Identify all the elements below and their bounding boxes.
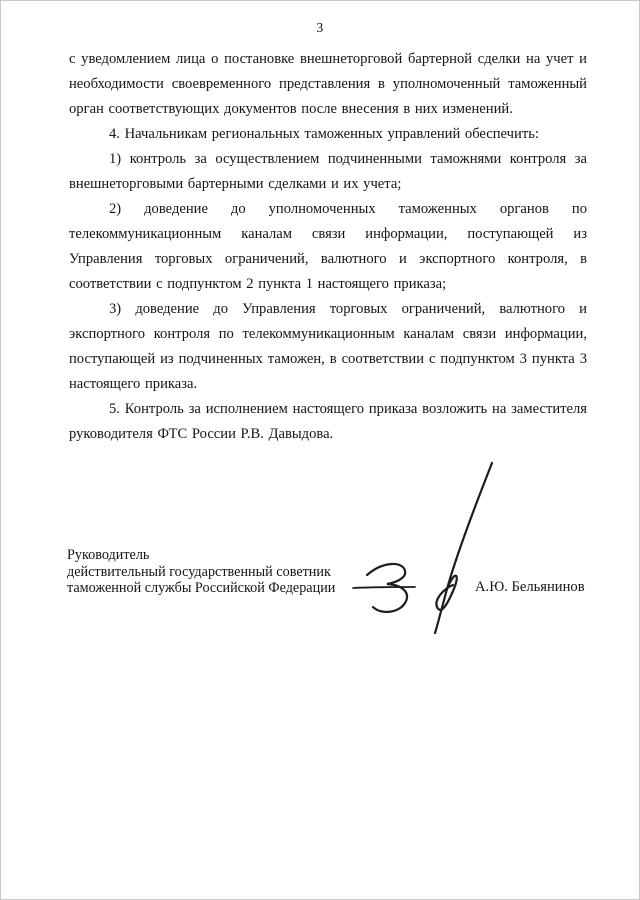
handwritten-signature [349, 457, 509, 637]
paragraph-subitem-3: 3) доведение до Управления торговых ограничений, валютного и экспортного контроля по телекоммуникационным каналам связи информации, поступающей из подчиненных таможен, в соответствии с подпунктом 3 пункта 3 настоящего приказа. [69, 301, 587, 392]
signer-title-line-3: таможенной службы Российской Федерации [67, 580, 336, 596]
signature-block [1, 449, 640, 669]
paragraph-continuation: с уведомлением лица о постановке внешнеторговой бартерной сделки на учет и необходимости своевременного представления в уполномоченный таможенный орган соответствующих документов после внесения в них изменений. [69, 51, 587, 117]
signer-title-line-1: Руководитель [67, 547, 150, 563]
document-body [69, 47, 587, 447]
signer-name: А.Ю. Бельянинов [475, 579, 585, 595]
paragraph-subitem-1: 1) контроль за осуществлением подчиненными таможнями контроля за внешнеторговыми бартерными сделками и их учета; [69, 151, 587, 192]
signer-title [67, 547, 335, 597]
paragraph-subitem-2: 2) доведение до уполномоченных таможенных органов по телекоммуникационным каналам связи информации, поступающей из Управления торговых ограничений, валютного и экспортного контроля, в соответствии с подпунктом 2 пункта 1 настоящего приказа; [69, 201, 587, 292]
signer-title-line-2: действительный государственный советник [67, 563, 331, 580]
paragraph-item-4: 4. Начальникам региональных таможенных управлений обеспечить: [109, 126, 539, 142]
paragraph-item-5: 5. Контроль за исполнением настоящего приказа возложить на заместителя руководителя ФТС России Р.В. Давыдова. [69, 401, 587, 442]
page-number: 3 [316, 21, 324, 36]
